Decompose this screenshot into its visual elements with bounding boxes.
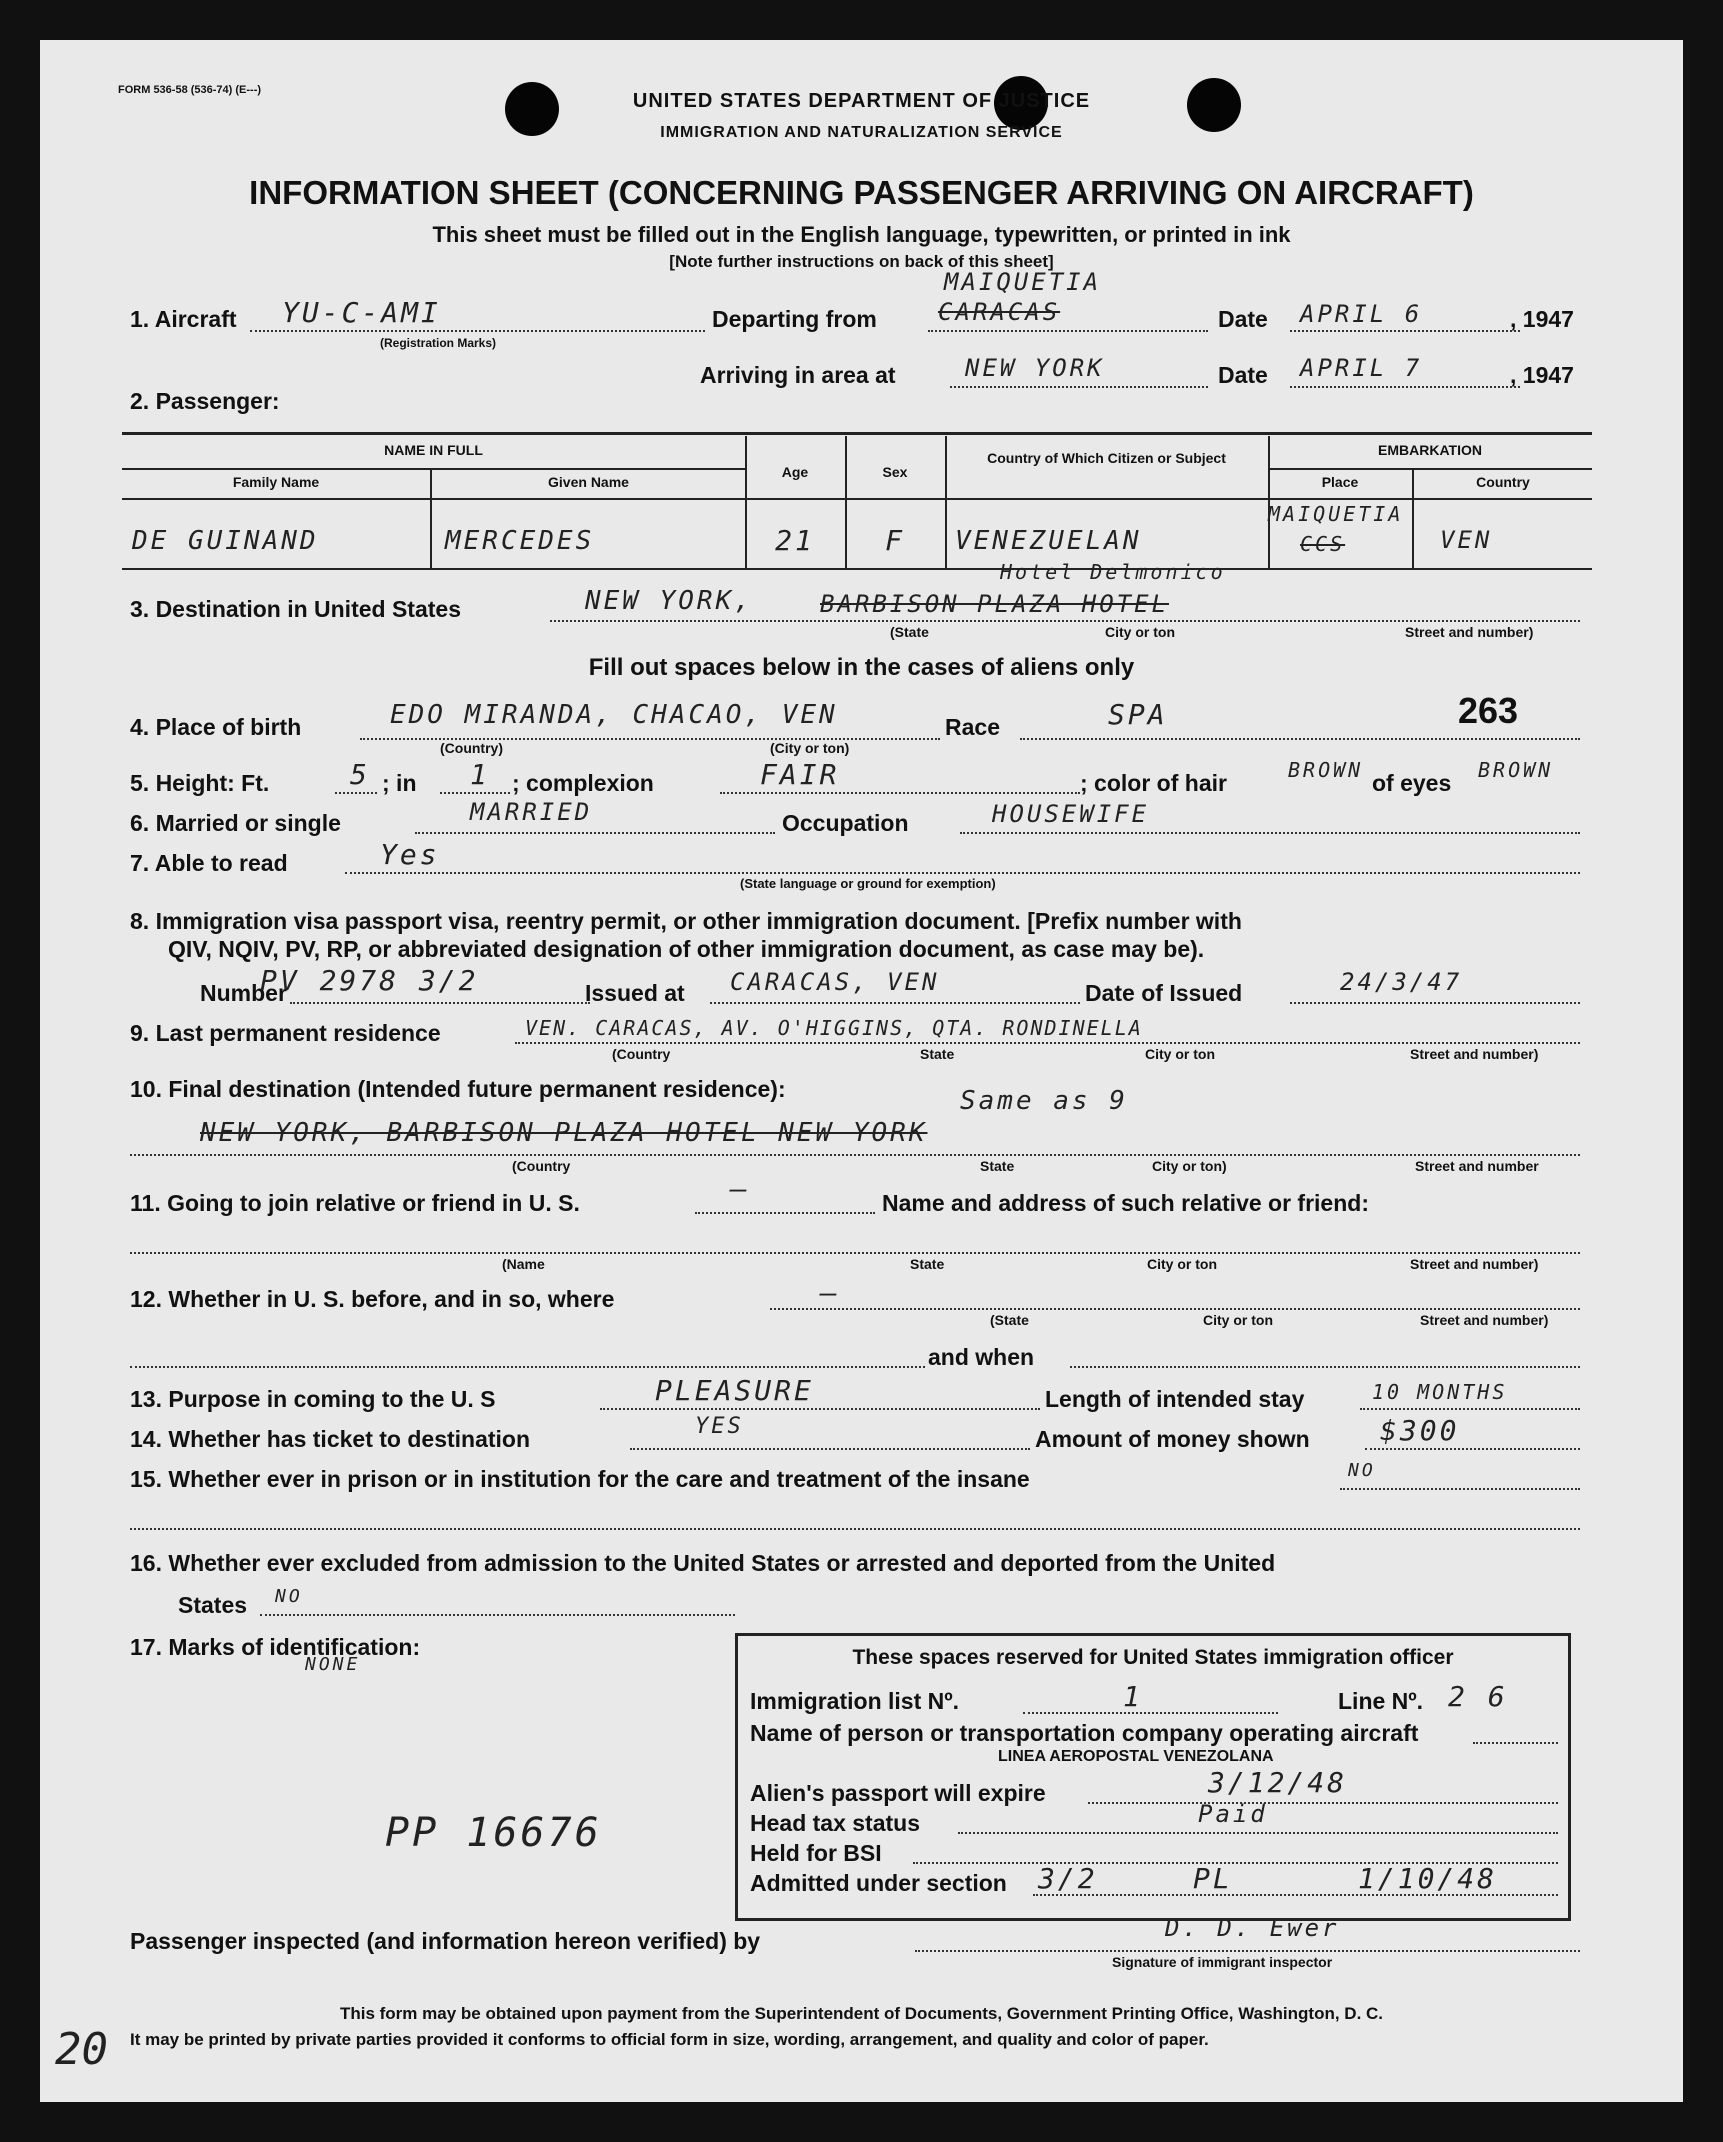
and-when-label: and when bbox=[928, 1344, 1035, 1370]
purpose-dots bbox=[600, 1408, 1040, 1410]
stay-label: Length of intended stay bbox=[1045, 1386, 1305, 1412]
previous-visit-label: 12. Whether in U. S. before, and in so, where bbox=[130, 1286, 615, 1312]
read-label: 7. Able to read bbox=[130, 850, 288, 876]
final-destination-note: Same as 9 bbox=[960, 1086, 1128, 1116]
destination-caption-state: (State bbox=[890, 624, 929, 640]
depart-date: APRIL 6 bbox=[1300, 300, 1423, 328]
document-label: 8. Immigration visa passport visa, reentry permit, or other immigration document. [Prefix number with bbox=[130, 908, 1242, 934]
read-dots bbox=[345, 872, 1580, 874]
registration-caption: (Registration Marks) bbox=[380, 336, 497, 350]
department-heading: UNITED STATES DEPARTMENT OF JUSTICE bbox=[632, 90, 1091, 112]
officer-heading: These spaces reserved for United States immigration officer bbox=[852, 1646, 1454, 1669]
arriving-dots bbox=[950, 386, 1208, 388]
head-tax-value: Paid bbox=[1198, 1800, 1268, 1828]
company-label: Name of person or transportation company operating aircraft bbox=[750, 1720, 1419, 1746]
list-no-dots bbox=[1023, 1712, 1278, 1714]
header-name-in-full: NAME IN FULL bbox=[384, 442, 483, 458]
height-inches: 1 bbox=[470, 758, 490, 791]
final-caption-street: Street and number bbox=[1415, 1158, 1539, 1174]
document-label-2: QIV, NQIV, PV, RP, or abbreviated designation of other immigration document, as case may be). bbox=[168, 936, 1205, 962]
complexion-dots bbox=[720, 792, 1080, 794]
embarkation-country: VEN bbox=[1440, 526, 1493, 554]
prison-value: NO bbox=[1348, 1460, 1376, 1481]
form-note: [Note further instructions on back of this sheet] bbox=[669, 252, 1054, 271]
race-dots bbox=[1020, 738, 1580, 740]
embarkation-place: MAIQUETIA bbox=[1268, 502, 1404, 526]
destination-caption-street: Street and number) bbox=[1405, 624, 1534, 640]
prison-dots-1 bbox=[1340, 1488, 1580, 1490]
complexion-label: ; complexion bbox=[512, 770, 654, 796]
destination-struck: BARBISON PLAZA HOTEL bbox=[820, 590, 1169, 618]
marital-value: MARRIED bbox=[470, 798, 593, 826]
footer-line-2: It may be printed by private parties provided it conforms to official form in size, wording, arrangement, and quality and color of paper. bbox=[130, 2030, 1209, 2049]
previous-caption-city: City or ton bbox=[1203, 1312, 1273, 1328]
previous-visit-value: — bbox=[820, 1276, 840, 1309]
passenger-citizenship: VENEZUELAN bbox=[955, 526, 1142, 556]
arriving-label: Arriving in area at bbox=[700, 362, 896, 388]
form-instruction: This sheet must be filled out in the English language, typewritten, or printed in ink bbox=[432, 222, 1291, 247]
previous-when-dots-left bbox=[130, 1366, 925, 1368]
hair-label: ; color of hair bbox=[1080, 770, 1227, 796]
line-no-value: 2 6 bbox=[1448, 1680, 1508, 1713]
passport-expire-dots bbox=[1088, 1802, 1558, 1804]
marital-dots bbox=[415, 832, 775, 834]
residence-caption-city: City or ton bbox=[1145, 1046, 1215, 1062]
ticket-value: YES bbox=[695, 1414, 744, 1439]
passenger-sex: F bbox=[885, 524, 905, 557]
depart-date-dots bbox=[1290, 330, 1520, 332]
residence-dots bbox=[515, 1042, 1580, 1044]
residence-caption-state: State bbox=[920, 1046, 955, 1062]
header-embarkation: EMBARKATION bbox=[1378, 442, 1482, 458]
birthplace-caption-country: (Country) bbox=[440, 740, 503, 756]
relative-name-dots bbox=[130, 1252, 1580, 1254]
passenger-family-name: DE GUINAND bbox=[132, 526, 319, 556]
header-citizenship: Country of Which Citizen or Subject bbox=[987, 450, 1226, 466]
issue-date-label: Date of Issued bbox=[1085, 980, 1243, 1006]
final-caption-city: City or ton) bbox=[1152, 1158, 1227, 1174]
prison-label: 15. Whether ever in prison or in institution for the care and treatment of the insane bbox=[130, 1466, 1030, 1492]
relative-caption-street: Street and number) bbox=[1410, 1256, 1539, 1272]
bsi-label: Held for BSI bbox=[750, 1840, 882, 1866]
excluded-dots bbox=[260, 1614, 735, 1616]
excluded-label: 16. Whether ever excluded from admission to the United States or arrested and deported from the United bbox=[130, 1550, 1276, 1576]
officer-box bbox=[735, 1633, 1571, 1921]
race-label: Race bbox=[945, 714, 1000, 740]
company-value: LINEA AEROPOSTAL VENEZOLANA bbox=[998, 1748, 1274, 1765]
issued-at-label: Issued at bbox=[585, 980, 685, 1006]
occupation-label: Occupation bbox=[782, 810, 909, 836]
destination-above: Hotel Delmonico bbox=[1000, 560, 1226, 584]
page-mark: 20 bbox=[55, 2024, 108, 2075]
name-sub-rule bbox=[122, 468, 745, 470]
hair-value: BROWN bbox=[1288, 758, 1364, 782]
departing-label: Departing from bbox=[712, 306, 877, 332]
join-relative-label: 11. Going to join relative or friend in U. S. bbox=[130, 1190, 580, 1216]
read-value: Yes bbox=[380, 838, 440, 871]
occupation-dots bbox=[960, 832, 1580, 834]
relative-caption-state: State bbox=[910, 1256, 945, 1272]
list-no-value: 1 bbox=[1123, 1680, 1143, 1713]
money-label: Amount of money shown bbox=[1035, 1426, 1310, 1452]
birthplace-caption-city: (City or ton) bbox=[770, 740, 850, 756]
departing-from: MAIQUETIA bbox=[944, 268, 1102, 296]
document-number: PV 2978 3/2 bbox=[260, 964, 479, 997]
form-title: INFORMATION SHEET (CONCERNING PASSENGER ARRIVING ON AIRCRAFT) bbox=[249, 174, 1474, 211]
birthplace-value: EDO MIRANDA, CHACAO, VEN bbox=[390, 700, 838, 730]
passenger-age: 21 bbox=[775, 524, 815, 557]
line-no-label: Line Nº. bbox=[1338, 1688, 1424, 1714]
issue-date-dots bbox=[1290, 1002, 1580, 1004]
head-tax-dots bbox=[958, 1832, 1558, 1834]
admitted-date: 1/10/48 bbox=[1358, 1862, 1498, 1895]
final-caption-country: (Country bbox=[512, 1158, 571, 1174]
arrive-date-label: Date bbox=[1218, 362, 1268, 388]
aircraft-dots bbox=[250, 330, 705, 332]
inspected-label: Passenger inspected (and information hereon verified) by bbox=[130, 1928, 761, 1954]
passenger-label: 2. Passenger: bbox=[130, 388, 280, 414]
form-number: FORM 536-58 (536-74) (E---) bbox=[118, 84, 262, 96]
purpose-label: 13. Purpose in coming to the U. S bbox=[130, 1386, 496, 1412]
table-bottom-rule bbox=[122, 568, 1592, 570]
birthplace-label: 4. Place of birth bbox=[130, 714, 302, 740]
passport-expire-label: Alien's passport will expire bbox=[750, 1780, 1046, 1806]
service-heading: IMMIGRATION AND NATURALIZATION SERVICE bbox=[660, 124, 1063, 141]
header-age: Age bbox=[781, 464, 809, 480]
footer-line-1: This form may be obtained upon payment from the Superintendent of Documents, Government Printing Office, Washington, D. C. bbox=[339, 2004, 1384, 2023]
issued-at-value: CARACAS, VEN bbox=[730, 968, 940, 996]
prison-dots-2 bbox=[130, 1528, 1580, 1530]
arrive-date: APRIL 7 bbox=[1300, 354, 1423, 382]
header-place: Place bbox=[1321, 474, 1359, 490]
list-no-label: Immigration list Nº. bbox=[750, 1688, 960, 1714]
read-caption: (State language or ground for exemption) bbox=[740, 876, 996, 891]
stay-dots bbox=[1360, 1408, 1580, 1410]
race-value: SPA bbox=[1108, 698, 1168, 731]
table-mid-rule bbox=[122, 498, 1592, 500]
depart-year: , 1947 bbox=[1510, 306, 1574, 332]
issued-at-dots bbox=[710, 1002, 1080, 1004]
issue-date-value: 24/3/47 bbox=[1340, 968, 1463, 996]
occupation-value: HOUSEWIFE bbox=[992, 800, 1150, 828]
stay-value: 10 MONTHS bbox=[1372, 1380, 1508, 1404]
depart-date-label: Date bbox=[1218, 306, 1268, 332]
money-dots bbox=[1365, 1448, 1580, 1450]
aliens-heading: Fill out spaces below in the cases of aliens only bbox=[588, 654, 1135, 681]
document-number-label: Number bbox=[200, 980, 287, 1006]
inspector-signature: D. D. Ewer bbox=[1165, 1914, 1340, 1942]
identification-label: 17. Marks of identification: bbox=[130, 1634, 421, 1660]
head-tax-label: Head tax status bbox=[750, 1810, 921, 1836]
stamp-number: 263 bbox=[1458, 690, 1519, 731]
destination-label: 3. Destination in United States bbox=[130, 596, 461, 622]
height-ft: 5 bbox=[350, 758, 370, 791]
excluded-value: NO bbox=[275, 1586, 303, 1607]
aircraft-registration: YU-C-AMI bbox=[282, 296, 441, 329]
excluded-label-2: States bbox=[178, 1592, 248, 1618]
eyes-value: BROWN bbox=[1478, 758, 1554, 782]
passenger-given-name: MERCEDES bbox=[445, 526, 595, 556]
purpose-value: PLEASURE bbox=[655, 1374, 814, 1407]
final-destination-struck: NEW YORK, BARBISON PLAZA HOTEL NEW YORK bbox=[200, 1118, 928, 1148]
admitted-dots bbox=[1033, 1894, 1558, 1896]
admitted-initials: PL bbox=[1193, 1862, 1233, 1895]
passport-expire-value: 3/12/48 bbox=[1208, 1766, 1348, 1799]
header-sex: Sex bbox=[882, 464, 908, 480]
inspected-dots bbox=[915, 1950, 1580, 1952]
inches-label: ; in bbox=[382, 770, 417, 796]
final-caption-state: State bbox=[980, 1158, 1015, 1174]
pp-number: PP 16676 bbox=[385, 1810, 602, 1856]
header-given-name: Given Name bbox=[548, 474, 629, 490]
destination-dots bbox=[550, 620, 1580, 622]
embark-sub-rule bbox=[1268, 468, 1592, 470]
departing-dots bbox=[928, 330, 1208, 332]
destination-value: NEW YORK, bbox=[585, 586, 753, 616]
embarkation-place-struck: CCS bbox=[1300, 532, 1346, 556]
table-top-rule bbox=[122, 432, 1592, 435]
relative-caption-city: City or ton bbox=[1147, 1256, 1217, 1272]
residence-caption-country: (Country bbox=[612, 1046, 671, 1062]
arrive-date-dots bbox=[1290, 386, 1520, 388]
arrive-year: , 1947 bbox=[1510, 362, 1574, 388]
previous-caption-state: (State bbox=[990, 1312, 1029, 1328]
relative-name-label: Name and address of such relative or friend: bbox=[882, 1190, 1369, 1216]
eyes-label: of eyes bbox=[1372, 770, 1452, 796]
header-family-name: Family Name bbox=[232, 474, 320, 490]
header-country: Country bbox=[1476, 474, 1530, 490]
admitted-label: Admitted under section bbox=[750, 1870, 1007, 1896]
ticket-dots bbox=[630, 1448, 1030, 1450]
final-destination-dots bbox=[130, 1154, 1580, 1156]
previous-visit-dots bbox=[770, 1308, 1580, 1310]
inches-dots bbox=[440, 792, 510, 794]
relative-caption-name: (Name bbox=[502, 1256, 545, 1272]
company-dots bbox=[1473, 1742, 1558, 1744]
join-relative-value: — bbox=[730, 1172, 750, 1205]
residence-label: 9. Last permanent residence bbox=[130, 1020, 441, 1046]
residence-value: VEN. CARACAS, AV. O'HIGGINS, QTA. RONDINELLA bbox=[525, 1016, 1143, 1040]
marital-label: 6. Married or single bbox=[130, 810, 341, 836]
height-label: 5. Height: Ft. bbox=[130, 770, 270, 796]
signature-caption: Signature of immigrant inspector bbox=[1112, 1954, 1333, 1970]
arriving-at: NEW YORK bbox=[965, 354, 1105, 382]
join-relative-dots bbox=[695, 1212, 875, 1214]
departing-struck: CARACAS bbox=[938, 298, 1061, 326]
money-value: $300 bbox=[1380, 1414, 1460, 1447]
ticket-label: 14. Whether has ticket to destination bbox=[130, 1426, 531, 1452]
previous-when-dots-right bbox=[1070, 1366, 1580, 1368]
complexion-value: FAIR bbox=[760, 758, 840, 791]
previous-caption-street: Street and number) bbox=[1420, 1312, 1549, 1328]
height-ft-dots bbox=[335, 792, 377, 794]
residence-caption-street: Street and number) bbox=[1410, 1046, 1539, 1062]
document-number-dots bbox=[290, 1002, 590, 1004]
final-destination-label: 10. Final destination (Intended future permanent residence): bbox=[130, 1076, 786, 1102]
destination-caption-city: City or ton bbox=[1105, 624, 1175, 640]
admitted-section: 3/2 bbox=[1038, 1862, 1098, 1895]
identification-value: NONE bbox=[305, 1654, 361, 1675]
aircraft-label: 1. Aircraft bbox=[130, 306, 237, 332]
